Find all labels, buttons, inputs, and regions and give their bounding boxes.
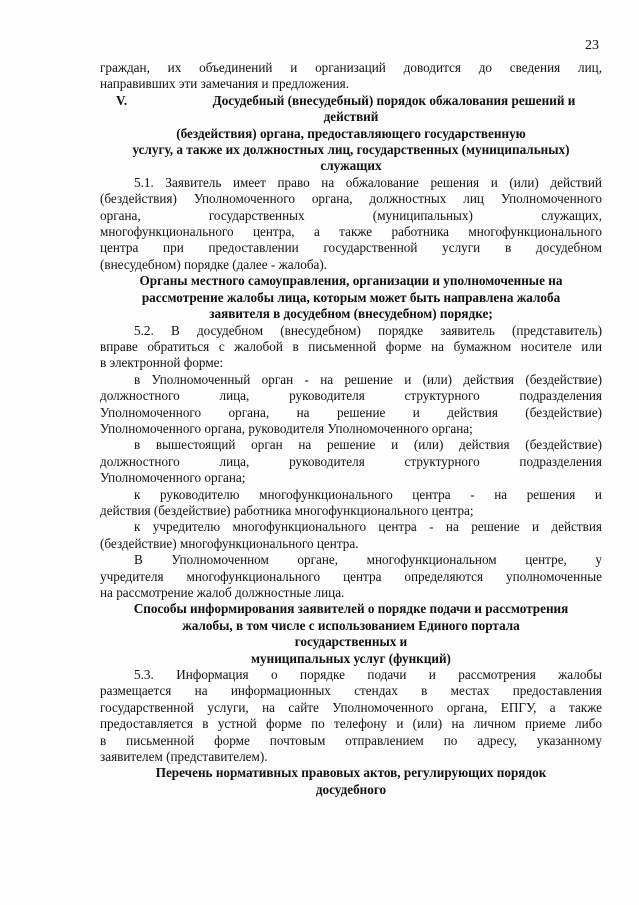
heading-organs-line: Органы местного самоуправления, организации и уполномоченные на bbox=[139, 273, 563, 289]
paragraph-5-2-line: вправе обратиться с жалобой в письменной форме на бумажном носителе или bbox=[100, 338, 602, 354]
heading-ways-line: муниципальных услуг (функций) bbox=[251, 650, 451, 666]
paragraph-5-3-line: предоставляется в устной форме по телефону и (или) на личном приеме либо bbox=[100, 716, 602, 732]
paragraph-5-1-line: органа, государственных (муниципальных) служащих, bbox=[100, 207, 602, 223]
list-item-line: к учредителю многофункционального центра - на решение и действия bbox=[134, 519, 602, 535]
heading-list-line: досудебного bbox=[315, 781, 387, 797]
list-item-line: Уполномоченного органа; bbox=[100, 470, 246, 486]
section-title-line: Досудебный (внесудебный) порядок обжалования решений и bbox=[212, 92, 576, 108]
heading-ways-line: Способы информирования заявителей о порядке подачи и рассмотрения bbox=[133, 601, 569, 617]
intro-line: граждан, их объединений и организаций доводится до сведения лиц, bbox=[100, 60, 602, 75]
heading-organs-line: заявителя в досудебном (внесудебном) порядке; bbox=[209, 306, 493, 322]
list-item-line: к руководителю многофункционального центра - на решения и bbox=[134, 486, 602, 502]
section-v-heading bbox=[100, 93, 602, 109]
list-item-line: Уполномоченного органа, руководителя Уполномоченного органа; bbox=[100, 420, 473, 436]
paragraph-5-3-line: государственной услуги, на сайте Уполномоченного органа, ЕПГУ, а также bbox=[100, 699, 602, 715]
list-item-line: должностного лица, руководителя структурного подразделения bbox=[100, 453, 602, 469]
paragraph-5-1-line: 5.1. Заявитель имеет право на обжалование решения и (или) действий bbox=[134, 174, 602, 190]
section-title-line: услугу, а также их должностных лиц, государственных (муниципальных) bbox=[132, 142, 570, 158]
heading-organs-line: рассмотрение жалобы лица, которым может быть направлена жалоба bbox=[141, 289, 561, 305]
document-body bbox=[100, 60, 602, 798]
list-item-line: действия (бездействие) работника многофункционального центра; bbox=[100, 502, 474, 518]
paragraph-5-3-line: в письменной форме почтовым отправлением по адресу, указанному bbox=[100, 732, 602, 748]
paragraph-5-3-line: размещается на информационных стендах в местах предоставления bbox=[100, 683, 602, 699]
intro-line: направивших эти замечания и предложения. bbox=[100, 76, 350, 92]
paragraph-5-3-line: 5.3. Информация о порядке подачи и рассмотрения жалобы bbox=[134, 667, 602, 683]
list-item-line: в Уполномоченный орган - на решение и (или) действия (бездействие) bbox=[134, 371, 602, 387]
paragraph-5-2-line: 5.2. В досудебном (внесудебном) порядке заявитель (представитель) bbox=[134, 322, 602, 338]
section-title-line: служащих bbox=[320, 158, 382, 174]
paragraph-5-3-line: заявителем (представителем). bbox=[100, 749, 268, 765]
paragraph-upoln-line: на рассмотрение жалоб должностные лица. bbox=[100, 585, 345, 600]
paragraph-5-1-line: многофункционального центра, а также работника многофункционального bbox=[100, 224, 602, 240]
list-item-line: должностного лица, руководителя структурного подразделения bbox=[100, 388, 602, 404]
paragraph-5-1-line: (бездействия) Уполномоченного органа, должностных лиц Уполномоченного bbox=[100, 191, 602, 207]
heading-list-line: Перечень нормативных правовых актов, регулирующих порядок bbox=[155, 765, 547, 781]
paragraph-upoln-line: В Уполномоченном органе, многофункциональном центре, у bbox=[134, 552, 602, 568]
heading-ways-line: жалобы, в том числе с использованием Единого портала bbox=[182, 617, 520, 633]
list-item-line: в вышестоящий орган на решение и (или) действия (бездействие) bbox=[134, 437, 602, 453]
section-title-line: (бездействия) органа, предоставляющего государственную bbox=[176, 125, 526, 141]
paragraph-upoln-line: учредителя многофункционального центра определяются уполномоченные bbox=[100, 568, 602, 584]
page-number: 23 bbox=[585, 38, 599, 53]
list-item-line: Уполномоченного органа, на решение и действия (бездействие) bbox=[100, 404, 602, 420]
paragraph-5-1-line: центра при предоставлении государственной услуги в досудебном bbox=[100, 240, 602, 256]
section-number: V. bbox=[116, 92, 128, 108]
section-title-line: действий bbox=[323, 109, 379, 125]
list-item-line: (бездействие) многофункционального центра. bbox=[100, 535, 359, 551]
paragraph-5-2-line: в электронной форме: bbox=[100, 355, 224, 371]
heading-ways-line: государственных и bbox=[294, 634, 408, 650]
paragraph-5-1-line: (внесудебном) порядке (далее - жалоба). bbox=[100, 256, 328, 272]
